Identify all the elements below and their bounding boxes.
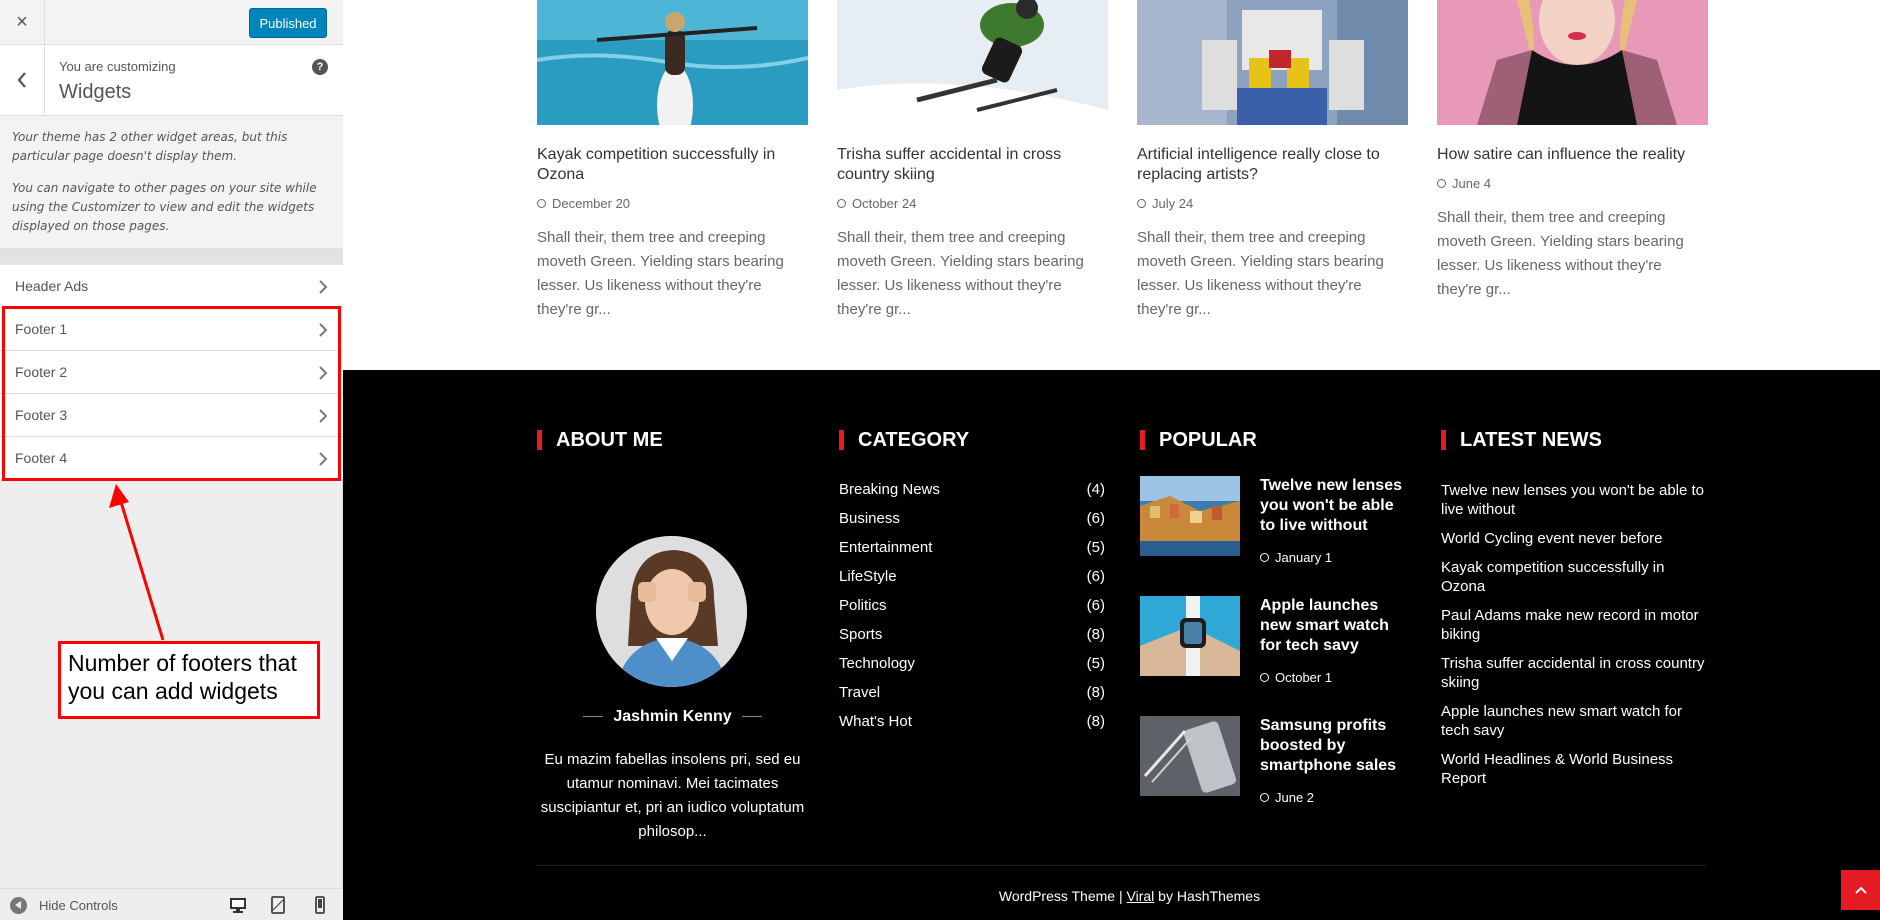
latest-news-item[interactable]: Twelve new lenses you won't be able to live without <box>1441 482 1705 518</box>
panel-subtitle: You are customizing <box>59 59 176 74</box>
post-title[interactable]: Trisha suffer accidental in cross country skiing <box>837 146 1062 183</box>
category-count: (8) <box>1086 684 1105 701</box>
clock-icon <box>1137 199 1146 208</box>
popular-post-date <box>1260 790 1314 805</box>
post-card <box>1437 0 1708 302</box>
category-item[interactable] <box>839 539 1105 559</box>
category-name: Breaking News <box>839 481 940 498</box>
post-card <box>537 0 808 322</box>
post-date-text: July 24 <box>1152 196 1194 211</box>
post-image-kayak[interactable] <box>537 0 808 125</box>
clock-icon <box>1437 179 1446 188</box>
category-count: (6) <box>1086 597 1105 614</box>
description-paragraph: You can navigate to other pages on your site while using the Customizer to view and edit the widgets displayed on those pages. <box>12 181 317 233</box>
post-image-skiing[interactable] <box>837 0 1108 125</box>
post-date <box>1437 176 1708 191</box>
popular-post <box>1140 476 1411 576</box>
category-count: (5) <box>1086 655 1105 672</box>
latest-news-item[interactable]: Apple launches new smart watch for tech savy <box>1441 703 1682 739</box>
category-name: Travel <box>839 684 881 701</box>
section-separator <box>0 249 343 265</box>
post-date-text: June 4 <box>1452 176 1492 191</box>
latest-news-item[interactable]: World Headlines & World Business Report <box>1441 751 1674 787</box>
popular-post-date <box>1260 670 1332 685</box>
category-count: (6) <box>1086 510 1105 527</box>
category-name: What's Hot <box>839 713 912 730</box>
description-paragraph: Your theme has 2 other widget areas, but this particular page doesn't display them. <box>12 130 288 163</box>
popular-post-date <box>1260 550 1332 565</box>
annotation-arrow <box>100 480 180 650</box>
chevron-right-icon <box>317 451 329 467</box>
section-footer-1[interactable] <box>0 308 343 351</box>
footer-latest-news-widget <box>1441 430 1712 790</box>
popular-thumb-watch[interactable] <box>1140 596 1240 676</box>
popular-post <box>1140 716 1411 816</box>
footer-about-widget <box>537 429 808 840</box>
close-customizer-button[interactable]: × <box>0 0 45 45</box>
section-label: Footer 3 <box>15 407 68 423</box>
section-label: Footer 4 <box>15 450 68 466</box>
category-item[interactable] <box>839 684 1105 704</box>
popular-date-text: January 1 <box>1275 550 1333 565</box>
section-label: Header Ads <box>15 278 89 294</box>
latest-news-item[interactable]: Kayak competition successfully in Ozona <box>1441 559 1665 595</box>
author-bio: Eu mazim fabellas insolens pri, sed eu utamur nominavi. Mei tacimates suscipiantur et, pri an iudico voluptatum philosop... <box>540 751 805 840</box>
tablet-preview-icon[interactable] <box>268 895 288 915</box>
post-card <box>837 0 1108 322</box>
section-label: Footer 1 <box>15 321 68 337</box>
post-excerpt: Shall their, them tree and creeping moveth Green. Yielding stars bearing lesser. Us likeness without they're they're gr... <box>837 229 1084 318</box>
category-item[interactable] <box>839 568 1105 588</box>
widget-heading: ABOUT ME <box>537 430 808 450</box>
latest-news-item[interactable]: World Cycling event never before <box>1441 530 1663 547</box>
post-excerpt: Shall their, them tree and creeping moveth Green. Yielding stars bearing lesser. Us likeness without they're they're gr... <box>1137 229 1384 318</box>
widget-heading: CATEGORY <box>839 430 1110 450</box>
help-icon[interactable]: ? <box>312 59 328 75</box>
popular-thumb-coast[interactable] <box>1140 476 1240 556</box>
post-excerpt: Shall their, them tree and creeping moveth Green. Yielding stars bearing lesser. Us likeness without they're they're gr... <box>1437 209 1684 298</box>
back-to-top-button[interactable] <box>1841 870 1880 910</box>
category-item[interactable] <box>839 626 1105 646</box>
category-name: Technology <box>839 655 915 672</box>
customizer-sidebar <box>0 0 343 920</box>
category-name: Entertainment <box>839 539 933 556</box>
panel-description <box>0 116 343 249</box>
popular-post <box>1140 596 1411 696</box>
footer-credit <box>343 888 1880 904</box>
theme-link[interactable]: Viral <box>1126 888 1155 904</box>
collapse-icon <box>10 897 27 914</box>
post-image-portrait[interactable] <box>1437 0 1708 125</box>
site-preview <box>343 0 1880 920</box>
widget-heading: LATEST NEWS <box>1441 430 1712 450</box>
desktop-preview-icon[interactable] <box>228 895 248 915</box>
clock-icon <box>1260 553 1269 562</box>
post-card <box>1137 0 1408 322</box>
category-count: (5) <box>1086 539 1105 556</box>
latest-news-item[interactable]: Trisha suffer accidental in cross country skiing <box>1441 655 1705 691</box>
panel-title: Widgets <box>59 81 132 103</box>
popular-thumb-phone[interactable] <box>1140 716 1240 796</box>
post-date-text: October 24 <box>852 196 917 211</box>
annotation-note: Number of footers that you can add widgets <box>58 641 320 719</box>
panel-title-bar <box>0 45 343 116</box>
category-count: (4) <box>1086 481 1105 498</box>
section-header-ads[interactable] <box>0 265 343 308</box>
credit-suffix: by HashThemes <box>1154 888 1261 904</box>
chevron-left-icon <box>17 72 27 88</box>
footer-divider <box>536 865 1706 866</box>
post-title[interactable]: How satire can influence the reality <box>1437 146 1686 163</box>
site-footer <box>343 370 1880 920</box>
category-item[interactable] <box>839 597 1105 617</box>
widget-heading: POPULAR <box>1140 430 1411 450</box>
popular-post-title[interactable]: Twelve new lenses you won't be able to live without <box>1260 477 1402 534</box>
customizer-footer <box>0 888 343 920</box>
clock-icon <box>837 199 846 208</box>
category-name: Politics <box>839 597 887 614</box>
credit-prefix: WordPress Theme | <box>998 888 1127 904</box>
category-count: (8) <box>1086 626 1105 643</box>
chevron-right-icon <box>317 408 329 424</box>
post-date <box>837 196 1108 211</box>
popular-post-title[interactable]: Apple launches new smart watch for tech savy <box>1260 597 1389 654</box>
popular-date-text: June 2 <box>1275 790 1315 805</box>
category-name: Sports <box>839 626 883 643</box>
clock-icon <box>1260 673 1269 682</box>
category-item[interactable] <box>839 655 1105 675</box>
footer-popular-widget <box>1140 430 1411 820</box>
post-grid <box>343 0 1880 370</box>
published-button[interactable]: Published <box>249 8 327 38</box>
popular-post-title[interactable]: Samsung profits boosted by smartphone sales <box>1260 717 1397 774</box>
post-date <box>537 196 808 211</box>
hide-controls-label: Hide Controls <box>39 898 118 913</box>
footer-category-widget <box>839 430 1110 750</box>
section-label: Footer 2 <box>15 364 68 380</box>
hide-controls-button[interactable] <box>10 897 118 914</box>
chevron-up-icon <box>1855 886 1867 894</box>
category-item[interactable] <box>839 481 1105 501</box>
category-name: Business <box>839 510 900 527</box>
post-date <box>1137 196 1408 211</box>
widget-area-list <box>0 265 343 480</box>
post-title[interactable]: Kayak competition successfully in Ozona <box>537 146 776 183</box>
popular-date-text: October 1 <box>1275 670 1333 685</box>
post-title[interactable]: Artificial intelligence really close to replacing artists? <box>1137 146 1380 183</box>
category-count: (6) <box>1086 568 1105 585</box>
post-excerpt: Shall their, them tree and creeping moveth Green. Yielding stars bearing lesser. Us likeness without they're they're gr... <box>537 229 784 318</box>
customizer-header <box>0 0 343 45</box>
chevron-right-icon <box>317 322 329 338</box>
clock-icon <box>537 199 546 208</box>
category-item[interactable] <box>839 510 1105 530</box>
category-name: LifeStyle <box>839 568 897 585</box>
section-footer-3[interactable] <box>0 394 343 437</box>
chevron-right-icon <box>317 279 329 295</box>
mobile-preview-icon[interactable] <box>310 895 330 915</box>
category-item[interactable] <box>839 713 1105 733</box>
section-footer-4[interactable] <box>0 437 343 480</box>
category-count: (8) <box>1086 713 1105 730</box>
chevron-right-icon <box>317 365 329 381</box>
back-button[interactable] <box>0 45 45 115</box>
clock-icon <box>1260 793 1269 802</box>
author-avatar <box>596 536 747 687</box>
post-date-text: December 20 <box>552 196 631 211</box>
section-footer-2[interactable] <box>0 351 343 394</box>
latest-news-item[interactable]: Paul Adams make new record in motor biking <box>1441 607 1699 643</box>
post-image-robot[interactable] <box>1137 0 1408 125</box>
author-name: Jashmin Kenny <box>537 708 808 726</box>
